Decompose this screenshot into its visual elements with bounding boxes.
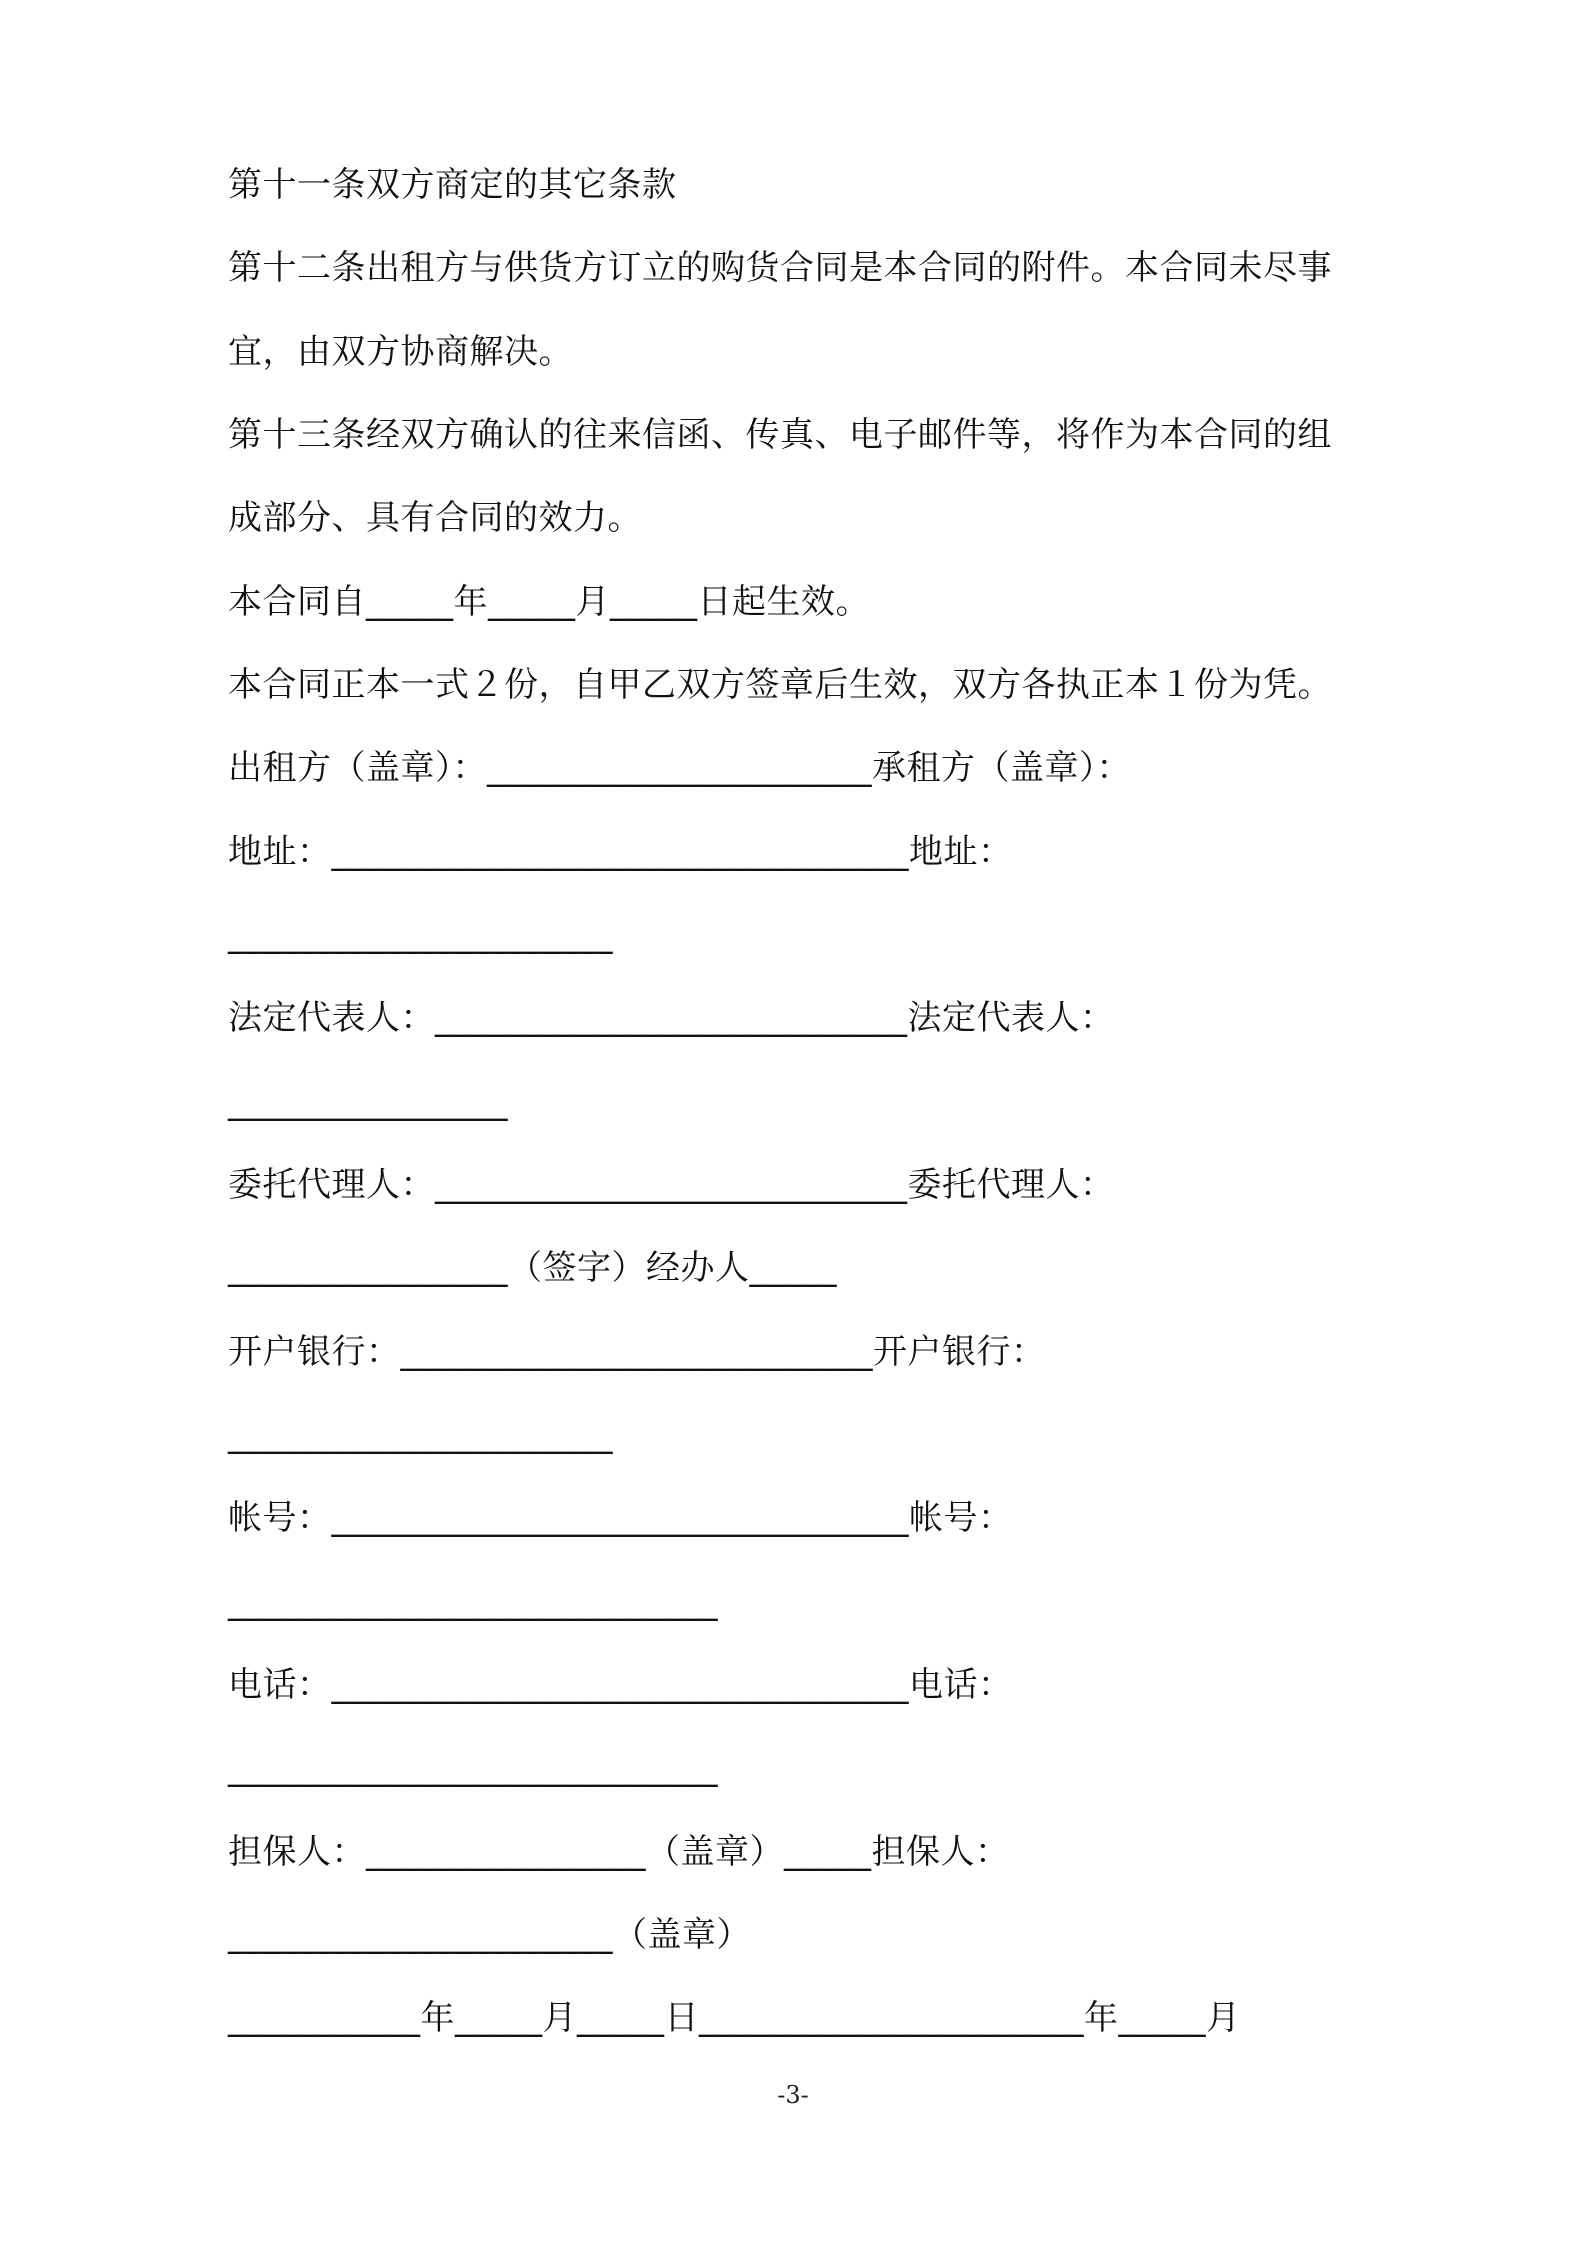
clause-12-continuation: 宜，由双方协商解决。 <box>228 332 573 372</box>
signature-handler-line: ________________（签字）经办人_____ <box>228 1248 837 1288</box>
phone-line: 电话：_________________________________电话： <box>228 1665 1013 1705</box>
clause-13-continuation: 成部分、具有合同的效力。 <box>228 498 642 538</box>
account-blank-line: ____________________________ <box>228 1582 718 1622</box>
address-blank-line: ______________________ <box>228 915 613 955</box>
legal-representative-line: 法定代表人：___________________________法定代表人： <box>228 998 1115 1038</box>
copies-line: 本合同正本一式２份，自甲乙双方签章后生效，双方各执正本１份为凭。 <box>228 665 1332 705</box>
phone-blank-line: ____________________________ <box>228 1748 718 1788</box>
guarantor-line: 担保人：________________（盖章）_____担保人： <box>228 1832 1010 1872</box>
account-line: 帐号：_________________________________帐号： <box>228 1498 1013 1538</box>
page-number: -3- <box>777 2081 809 2109</box>
bank-blank-line: ______________________ <box>228 1415 613 1455</box>
clause-13-line: 第十三条经双方确认的往来信函、传真、电子邮件等，将作为本合同的组 <box>228 415 1332 455</box>
legal-representative-blank-line: ________________ <box>228 1082 508 1122</box>
authorized-agent-line: 委托代理人：___________________________委托代理人： <box>228 1165 1115 1205</box>
address-line: 地址：_________________________________地址： <box>228 832 1013 872</box>
clause-12-line: 第十二条出租方与供货方订立的购货合同是本合同的附件。本合同未尽事 <box>228 248 1332 288</box>
guarantor-seal-line: ______________________（盖章） <box>228 1915 751 1955</box>
bank-line: 开户银行：___________________________开户银行： <box>228 1332 1046 1372</box>
signing-date-line: ___________年_____月_____日______________________年_____月 <box>228 1998 1241 2038</box>
effective-date-line: 本合同自_____年_____月_____日起生效。 <box>228 582 870 622</box>
clause-11-line: 第十一条双方商定的其它条款 <box>228 165 677 205</box>
lessor-lessee-seal-line: 出租方（盖章）：______________________承租方（盖章）： <box>228 748 1131 788</box>
